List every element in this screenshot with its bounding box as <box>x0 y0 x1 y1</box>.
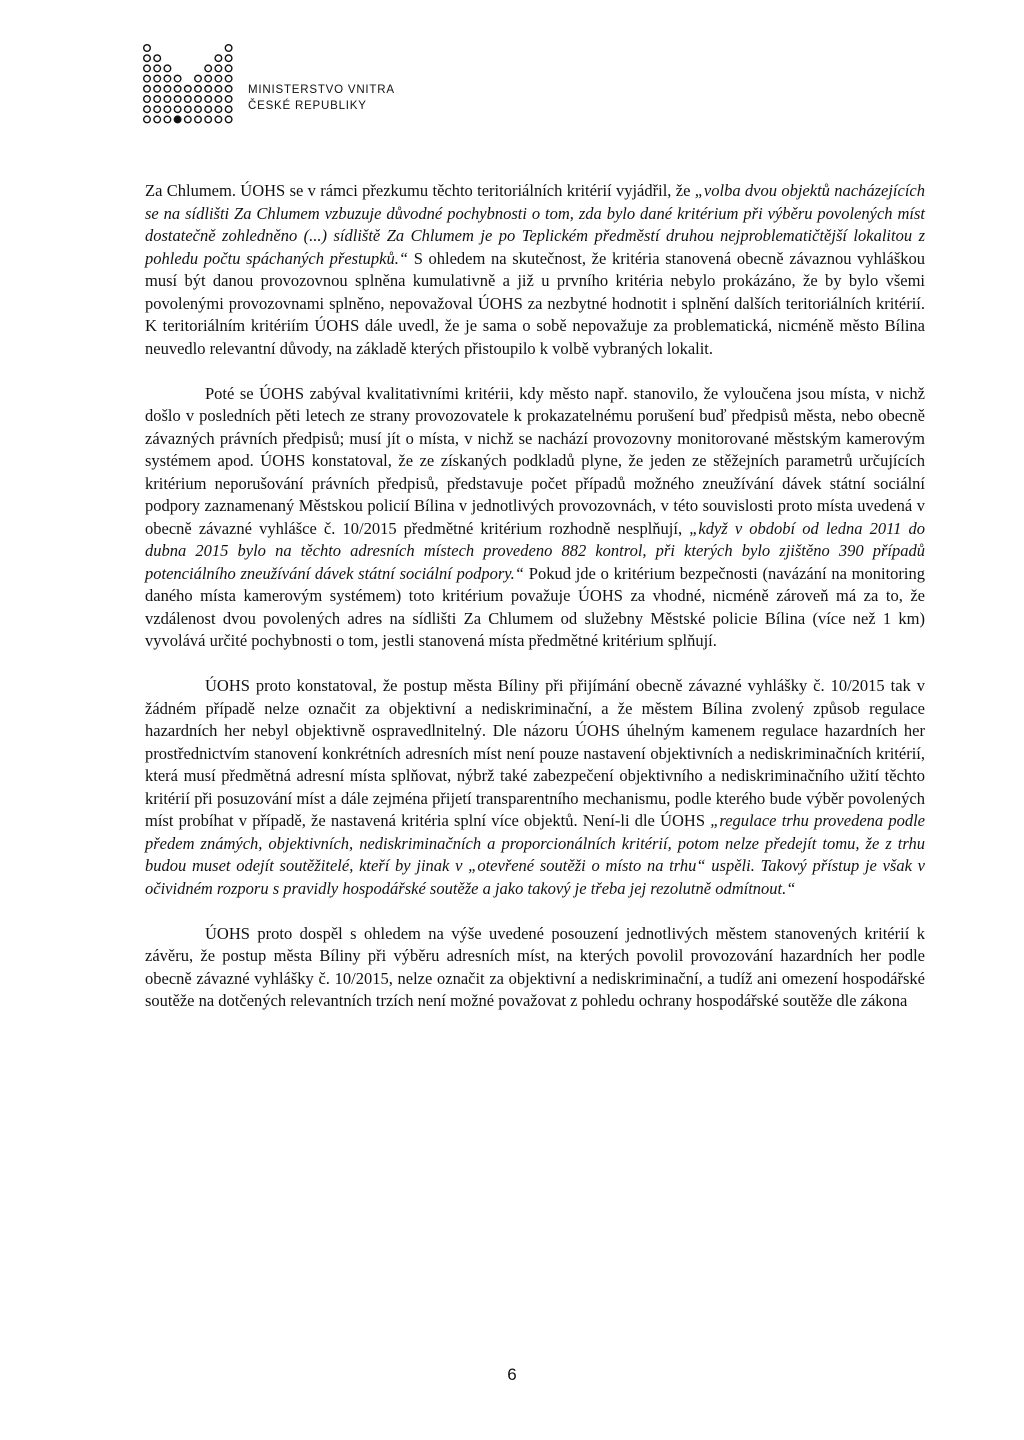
ministry-dot-logo-icon <box>142 40 238 124</box>
quoted-passage: „regulace trhu provedena podle předem známých, objektivních, nediskriminačních a proporcionálních kritérií, potom nelze předejít tomu, že z trhu budou muset odejít soutěžitelé, kteří by jinak v „otevřené soutěži o místo na trhu“ uspěli. Takový přístup je však v očividném rozporu s pravidly hospodářské soutěže a jako takový je třeba jej rezolutně odmítnout.“ <box>145 811 926 898</box>
ministry-name <box>248 82 395 114</box>
paragraph <box>145 923 925 1013</box>
text-run: Za Chlumem. ÚOHS se v rámci přezkumu těchto teritoriálních kritérií vyjádřil, že <box>145 181 695 200</box>
text-run: Pokud jde o kritérium bezpečnosti (navázání na monitoring daného místa kamerovým systémem) toto kritérium považuje ÚOHS za vhodné, nicméně zároveň má za to, že vzdálenost dvou povolených adres na sídlišti Za Chlumem od služebny Městské policie Bílina (více než 1 km) vyvolává určité pochybnosti o tom, jestli stanovená místa předmětné kritérium splňují. <box>145 563 926 650</box>
page-number: 6 <box>507 1365 517 1384</box>
ministry-name-line1: MINISTERSTVO VNITRA <box>248 84 395 96</box>
paragraph <box>145 383 925 653</box>
text-run: S ohledem na skutečnost, že kritéria stanovená obecně závaznou vyhláškou musí být danou provozovnou splněna kumulativně a již u prvního kritéria nebylo prokázáno, že by bylo všemi povolenými provozovnami splněno, nepovažoval ÚOHS za nezbytné hodnotit i splnění dalších teritoriálních kritérií. K teritoriálním kritériím ÚOHS dále uvedl, že je sama o sobě nepovažuje za problematická, nicméně město Bílina neuvedlo relevantní důvody, na základě kterých přistoupilo k volbě vybraných lokalit. <box>145 248 926 358</box>
text-run: ÚOHS proto dospěl s ohledem na výše uvedené posouzení jednotlivých městem stanovených kritérií k závěru, že postup města Bíliny při výběru adresních míst, na kterých povolil provozování hazardních her podle obecně závazné vyhlášky č. 10/2015, nelze označit za objektivní a nediskriminační, a tudíž ani omezení hospodářské soutěže na dotčených relevantních trzích není možné považovat z pohledu ochrany hospodářské soutěže dle zákona <box>145 923 925 1010</box>
paragraph <box>145 675 925 900</box>
quoted-passage: „když v období od ledna 2011 do dubna 2015 bylo na těchto adresních místech provedeno 882 kontrol, při kterých bylo zjištěno 390 případů potenciálního zneužívání dávek státní sociální podpory.“ <box>145 518 925 583</box>
paragraph <box>145 180 925 360</box>
document-body <box>145 180 925 1013</box>
text-run: ÚOHS proto konstatoval, že postup města Bíliny při přijímání obecně závazné vyhlášky č. 10/2015 tak v žádném případě nelze označit za objektivní a nediskriminační, a že městem Bílina zvolený způsob regulace hazardních her nebyl objektivně ospravedlnitelný. Dle názoru ÚOHS úhelným kamenem regulace hazardních her prostřednictvím stanovení konkrétních adresních míst není pouze nastavení objektivních a nediskriminačních kritérií, která musí předmětná adresní místa splňovat, nýbrž také zabezpečení objektivního a nediskriminačního užití těchto kritérií při posuzování míst a dále zejména přijetí transparentního mechanismu, podle kterého bude výběr povolených míst probíhat v případě, že nastavená kritéria splní více objektů. Není-li dle ÚOHS <box>145 676 925 830</box>
document-header <box>142 40 395 124</box>
text-run: Poté se ÚOHS zabýval kvalitativními kritérii, kdy město např. stanovilo, že vyloučena jsou místa, v nichž došlo v posledních pěti letech ze strany provozovatele k prokazatelnému porušení buď předpisů města, nebo obecně závazných právních předpisů; musí jít o místa, v nichž se nachází provozovny monitorované městským kamerovým systémem apod. ÚOHS konstatoval, že ze získaných podkladů plyne, že jeden ze stěžejních parametrů určujících kritérium neporušování právních předpisů, představuje počet případů možného zneužívání dávek státní sociální podpory zaznamenaný Městskou policií Bílina v jednotlivých provozovnách, v této souvislosti proto místa uvedená v obecně závazné vyhlášce č. 10/2015 předmětné kritérium rozhodně nesplňují, <box>145 383 925 538</box>
quoted-passage: „volba dvou objektů nacházejících se na sídlišti Za Chlumem vzbuzuje důvodné pochybnosti o tom, zda bylo dané kritérium při výběru povolených míst dostatečně zohledněno (...) sídliště Za Chlumem je po Teplickém předměstí druhou nejproblematičtější lokalitou z pohledu počtu spáchaných přestupků.“ <box>145 181 925 268</box>
ministry-name-line2: ČESKÉ REPUBLIKY <box>248 100 367 112</box>
